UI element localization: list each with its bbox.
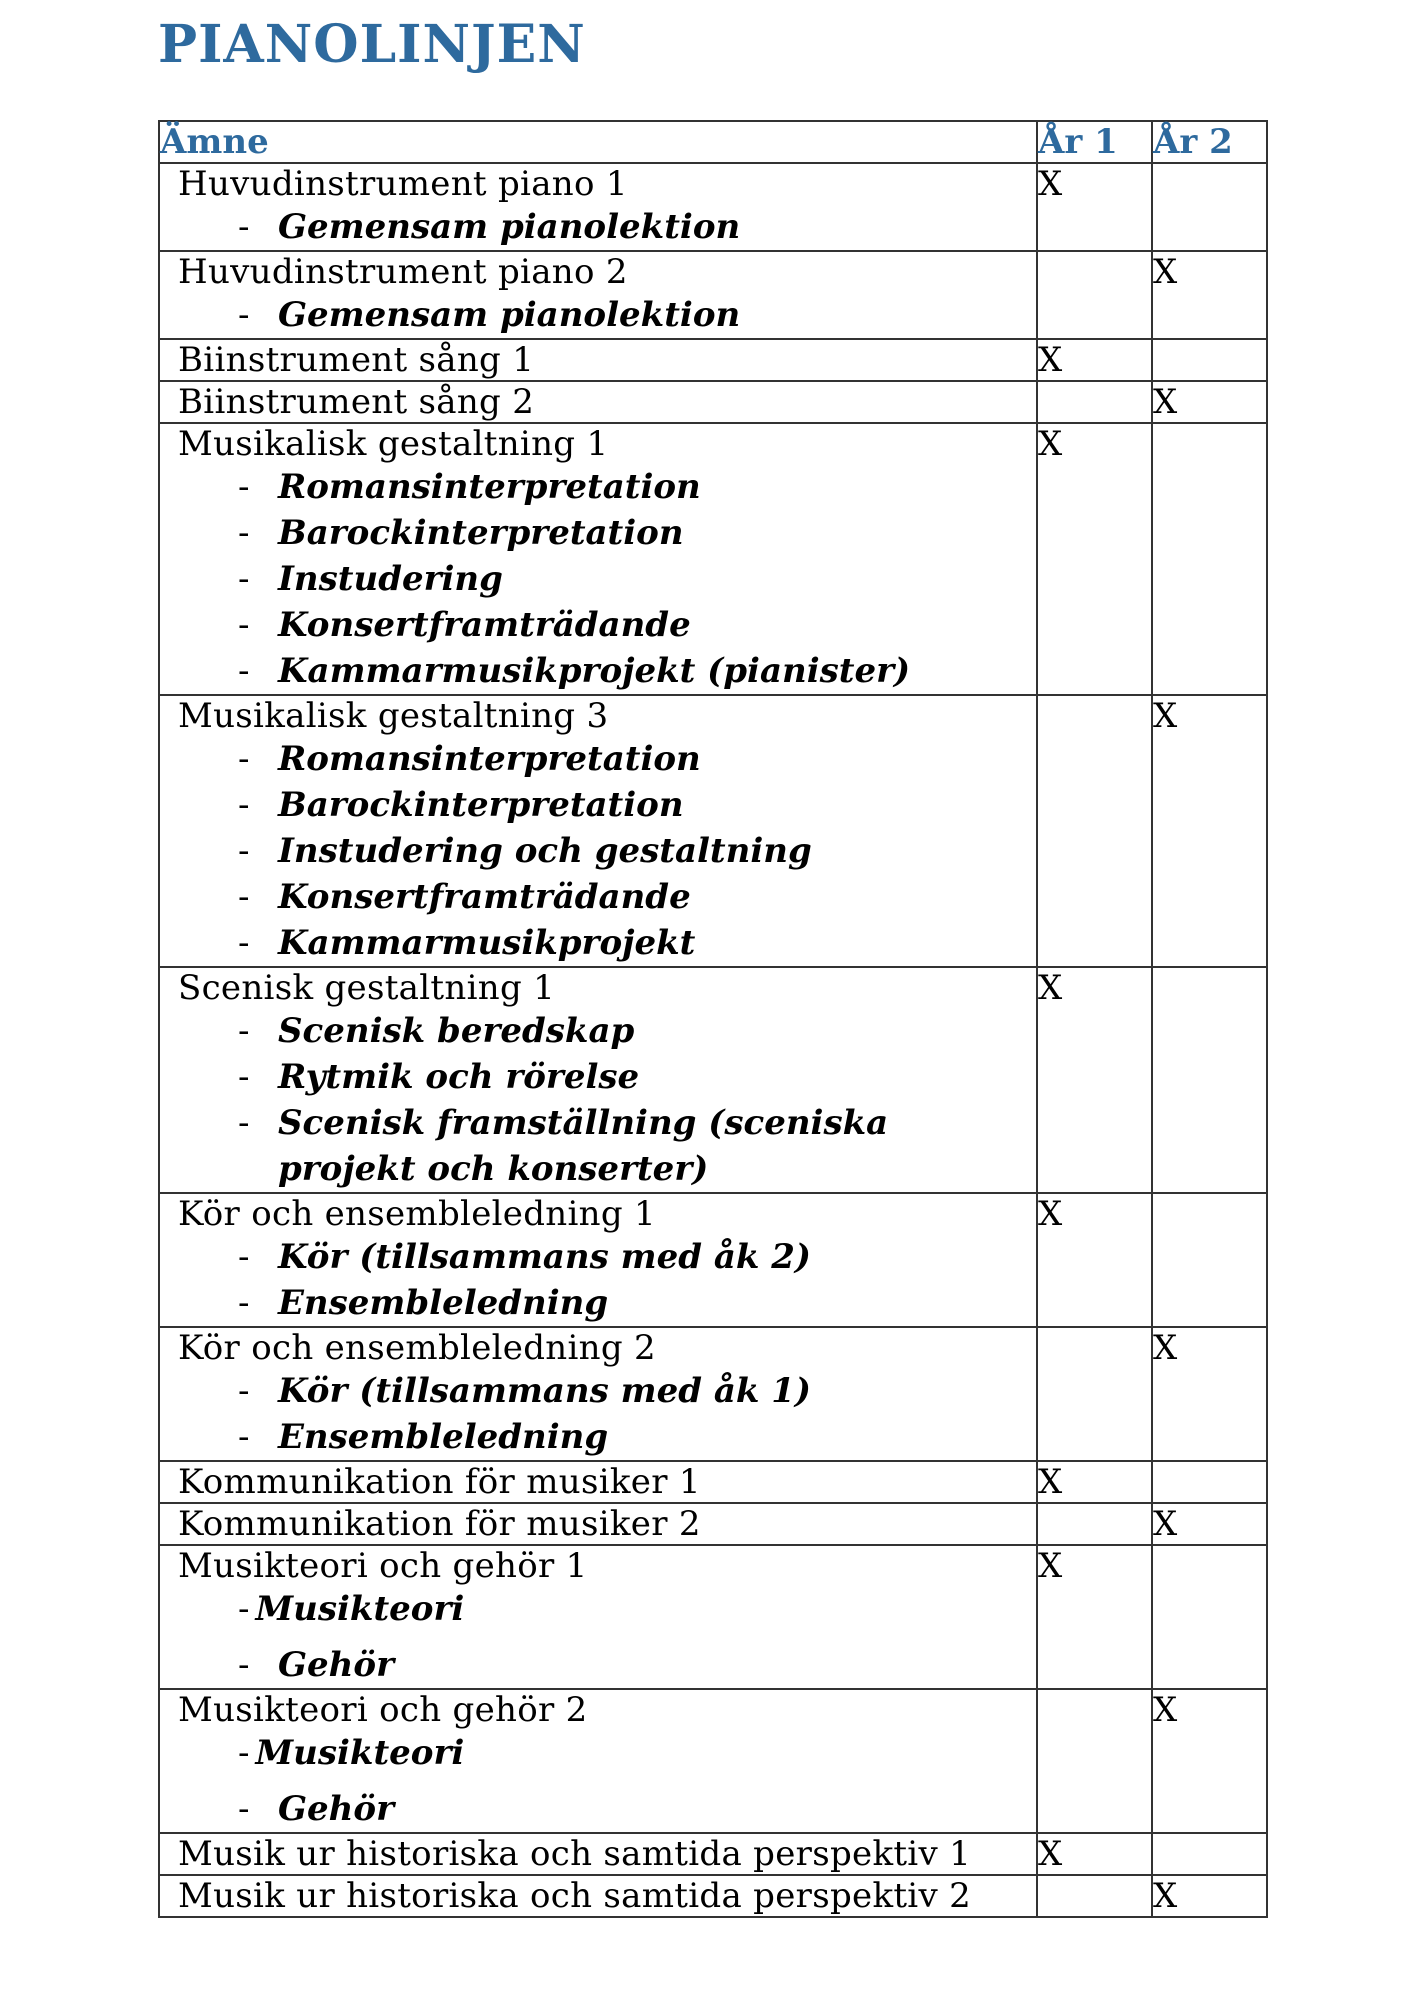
year-2-cell [1152,1833,1267,1875]
sub-item-label: Barockinterpretation [278,785,684,825]
sub-item [160,1368,1036,1414]
bullet-dash: - [238,1371,250,1411]
year-1-cell [1037,381,1152,423]
year-2-cell [1152,1193,1267,1327]
table-row [159,1545,1267,1689]
subject-name: Kör och ensembleledning 1 [178,1194,656,1234]
year-1-cell [1037,967,1152,1193]
check-mark: X [1038,340,1063,380]
sub-item [160,1234,1036,1280]
table-row [159,251,1267,339]
bullet-dash: - [238,877,250,917]
subject-name: Kommunikation för musiker 2 [178,1504,701,1544]
bullet-dash: - [238,207,250,247]
subject-name: Musik ur historiska och samtida perspektiv 2 [178,1876,972,1916]
bullet-dash: - [238,1645,250,1685]
sub-item [160,1280,1036,1326]
check-mark: X [1153,1876,1178,1916]
year-2-cell [1152,423,1267,695]
sub-item [160,1054,1036,1100]
sub-item-label: Ensembleledning [278,1417,609,1457]
check-mark: X [1038,164,1063,204]
year-2-cell [1152,163,1267,251]
table-row [159,1461,1267,1503]
sub-item [160,1008,1036,1054]
bullet-dash: - [238,295,250,335]
table-row [159,1327,1267,1461]
bullet-dash: - [238,1733,250,1773]
bullet-dash: - [238,1103,250,1143]
year-2-cell [1152,1461,1267,1503]
bullet-dash: - [238,785,250,825]
subject-name: Huvudinstrument piano 1 [178,164,628,204]
bullet-dash: - [238,513,250,553]
sub-item [160,1100,1036,1192]
subject-cell [159,1689,1037,1833]
check-mark: X [1153,252,1178,292]
subject-name: Kommunikation för musiker 1 [178,1462,701,1502]
sub-item [160,1642,1036,1688]
table-row [159,1833,1267,1875]
year-1-cell [1037,695,1152,967]
sub-item-label: Barockinterpretation [278,513,684,553]
bullet-dash: - [238,923,250,963]
year-1-cell [1037,1833,1152,1875]
bullet-dash: - [238,467,250,507]
sub-item-label: Scenisk framställning (sceniska projekt och konserter) [278,1103,889,1189]
subject-name: Musikteori och gehör 2 [178,1690,588,1730]
check-mark: X [1153,1504,1178,1544]
header-year-2: År 2 [1152,121,1267,163]
year-1-cell [1037,1545,1152,1689]
bullet-dash: - [238,1057,250,1097]
year-2-cell [1152,1545,1267,1689]
subject-cell [159,163,1037,251]
subject-cell [159,695,1037,967]
table-row [159,381,1267,423]
subject-name: Scenisk gestaltning 1 [178,968,556,1008]
year-2-cell [1152,251,1267,339]
sub-item [160,874,1036,920]
subject-cell [159,423,1037,695]
sub-item-label: Instudering [278,559,503,599]
sub-item-label: Kammarmusikprojekt (pianister) [278,651,911,691]
sub-item-label: Kör (tillsammans med åk 1) [278,1371,812,1411]
bullet-dash: - [238,831,250,871]
subject-name: Huvudinstrument piano 2 [178,252,628,292]
sub-item-label: Musikteori [255,1733,465,1773]
subject-name: Musikalisk gestaltning 3 [178,696,609,736]
table-body [159,163,1267,1917]
bullet-dash: - [238,651,250,691]
sub-item [160,556,1036,602]
sub-item [160,828,1036,874]
sub-item [160,920,1036,966]
subject-name: Musikteori och gehör 1 [178,1546,588,1586]
sub-item-label: Kammarmusikprojekt [278,923,696,963]
year-1-cell [1037,163,1152,251]
bullet-dash: - [238,1417,250,1457]
year-2-cell [1152,1875,1267,1917]
bullet-dash: - [238,1589,250,1629]
subject-cell [159,1193,1037,1327]
table-row [159,967,1267,1193]
table-row [159,1875,1267,1917]
table-row [159,423,1267,695]
sub-item-label: Musikteori [255,1589,465,1629]
subject-cell [159,967,1037,1193]
check-mark: X [1038,1834,1063,1874]
sub-item [160,602,1036,648]
subject-name: Biinstrument sång 2 [178,382,535,422]
sub-item-label: Gemensam pianolektion [278,295,741,335]
sub-item-label: Scenisk beredskap [278,1011,635,1051]
year-2-cell [1152,1503,1267,1545]
year-1-cell [1037,1461,1152,1503]
check-mark: X [1038,1546,1063,1586]
year-2-cell [1152,695,1267,967]
bullet-dash: - [238,559,250,599]
sub-item-label: Instudering och gestaltning [278,831,812,871]
sub-item [160,1414,1036,1460]
sub-item [160,1586,1036,1632]
sub-item-label: Romansinterpretation [278,739,701,779]
sub-item [160,464,1036,510]
check-mark: X [1038,1194,1063,1234]
subject-cell [159,339,1037,381]
year-1-cell [1037,1689,1152,1833]
check-mark: X [1038,968,1063,1008]
bullet-dash: - [238,1283,250,1323]
sub-item-label: Ensembleledning [278,1283,609,1323]
sub-item-label: Kör (tillsammans med åk 2) [278,1237,812,1277]
sub-item [160,292,1036,338]
sub-item [160,736,1036,782]
subject-cell [159,1545,1037,1689]
page-title: PIANOLINJEN [158,14,586,75]
header-year-1: År 1 [1037,121,1152,163]
sub-item-label: Gehör [278,1645,394,1685]
table-header-row [159,121,1267,163]
sub-item-label: Rytmik och rörelse [278,1057,640,1097]
subject-name: Biinstrument sång 1 [178,340,535,380]
year-2-cell [1152,339,1267,381]
curriculum-table [158,120,1268,1918]
subject-cell [159,1327,1037,1461]
subject-cell [159,1503,1037,1545]
check-mark: X [1153,1690,1178,1730]
bullet-dash: - [238,1237,250,1277]
year-2-cell [1152,1327,1267,1461]
table-row [159,339,1267,381]
subject-name: Musik ur historiska och samtida perspektiv 1 [178,1834,972,1874]
subject-cell [159,1833,1037,1875]
bullet-dash: - [238,1789,250,1829]
sub-item [160,1730,1036,1776]
sub-item [160,510,1036,556]
table-row [159,163,1267,251]
check-mark: X [1153,1328,1178,1368]
sub-item-label: Konsertframträdande [278,877,691,917]
sub-item [160,1786,1036,1832]
year-1-cell [1037,1875,1152,1917]
subject-cell [159,1461,1037,1503]
year-1-cell [1037,251,1152,339]
check-mark: X [1038,424,1063,464]
sub-item-label: Gemensam pianolektion [278,207,741,247]
table-row [159,1503,1267,1545]
subject-cell [159,381,1037,423]
sub-item-label: Romansinterpretation [278,467,701,507]
subject-cell [159,251,1037,339]
table-row [159,1689,1267,1833]
sub-item [160,204,1036,250]
sub-item-label: Konsertframträdande [278,605,691,645]
year-2-cell [1152,1689,1267,1833]
year-1-cell [1037,1327,1152,1461]
table-row [159,695,1267,967]
subject-cell [159,1875,1037,1917]
table-row [159,1193,1267,1327]
year-1-cell [1037,1193,1152,1327]
year-1-cell [1037,423,1152,695]
year-2-cell [1152,967,1267,1193]
sub-item [160,782,1036,828]
bullet-dash: - [238,739,250,779]
check-mark: X [1153,696,1178,736]
header-subject: Ämne [159,121,1037,163]
check-mark: X [1038,1462,1063,1502]
check-mark: X [1153,382,1178,422]
year-2-cell [1152,381,1267,423]
sub-item-label: Gehör [278,1789,394,1829]
bullet-dash: - [238,605,250,645]
year-1-cell [1037,1503,1152,1545]
subject-name: Kör och ensembleledning 2 [178,1328,656,1368]
subject-name: Musikalisk gestaltning 1 [178,424,609,464]
bullet-dash: - [238,1011,250,1051]
year-1-cell [1037,339,1152,381]
sub-item [160,648,1036,694]
